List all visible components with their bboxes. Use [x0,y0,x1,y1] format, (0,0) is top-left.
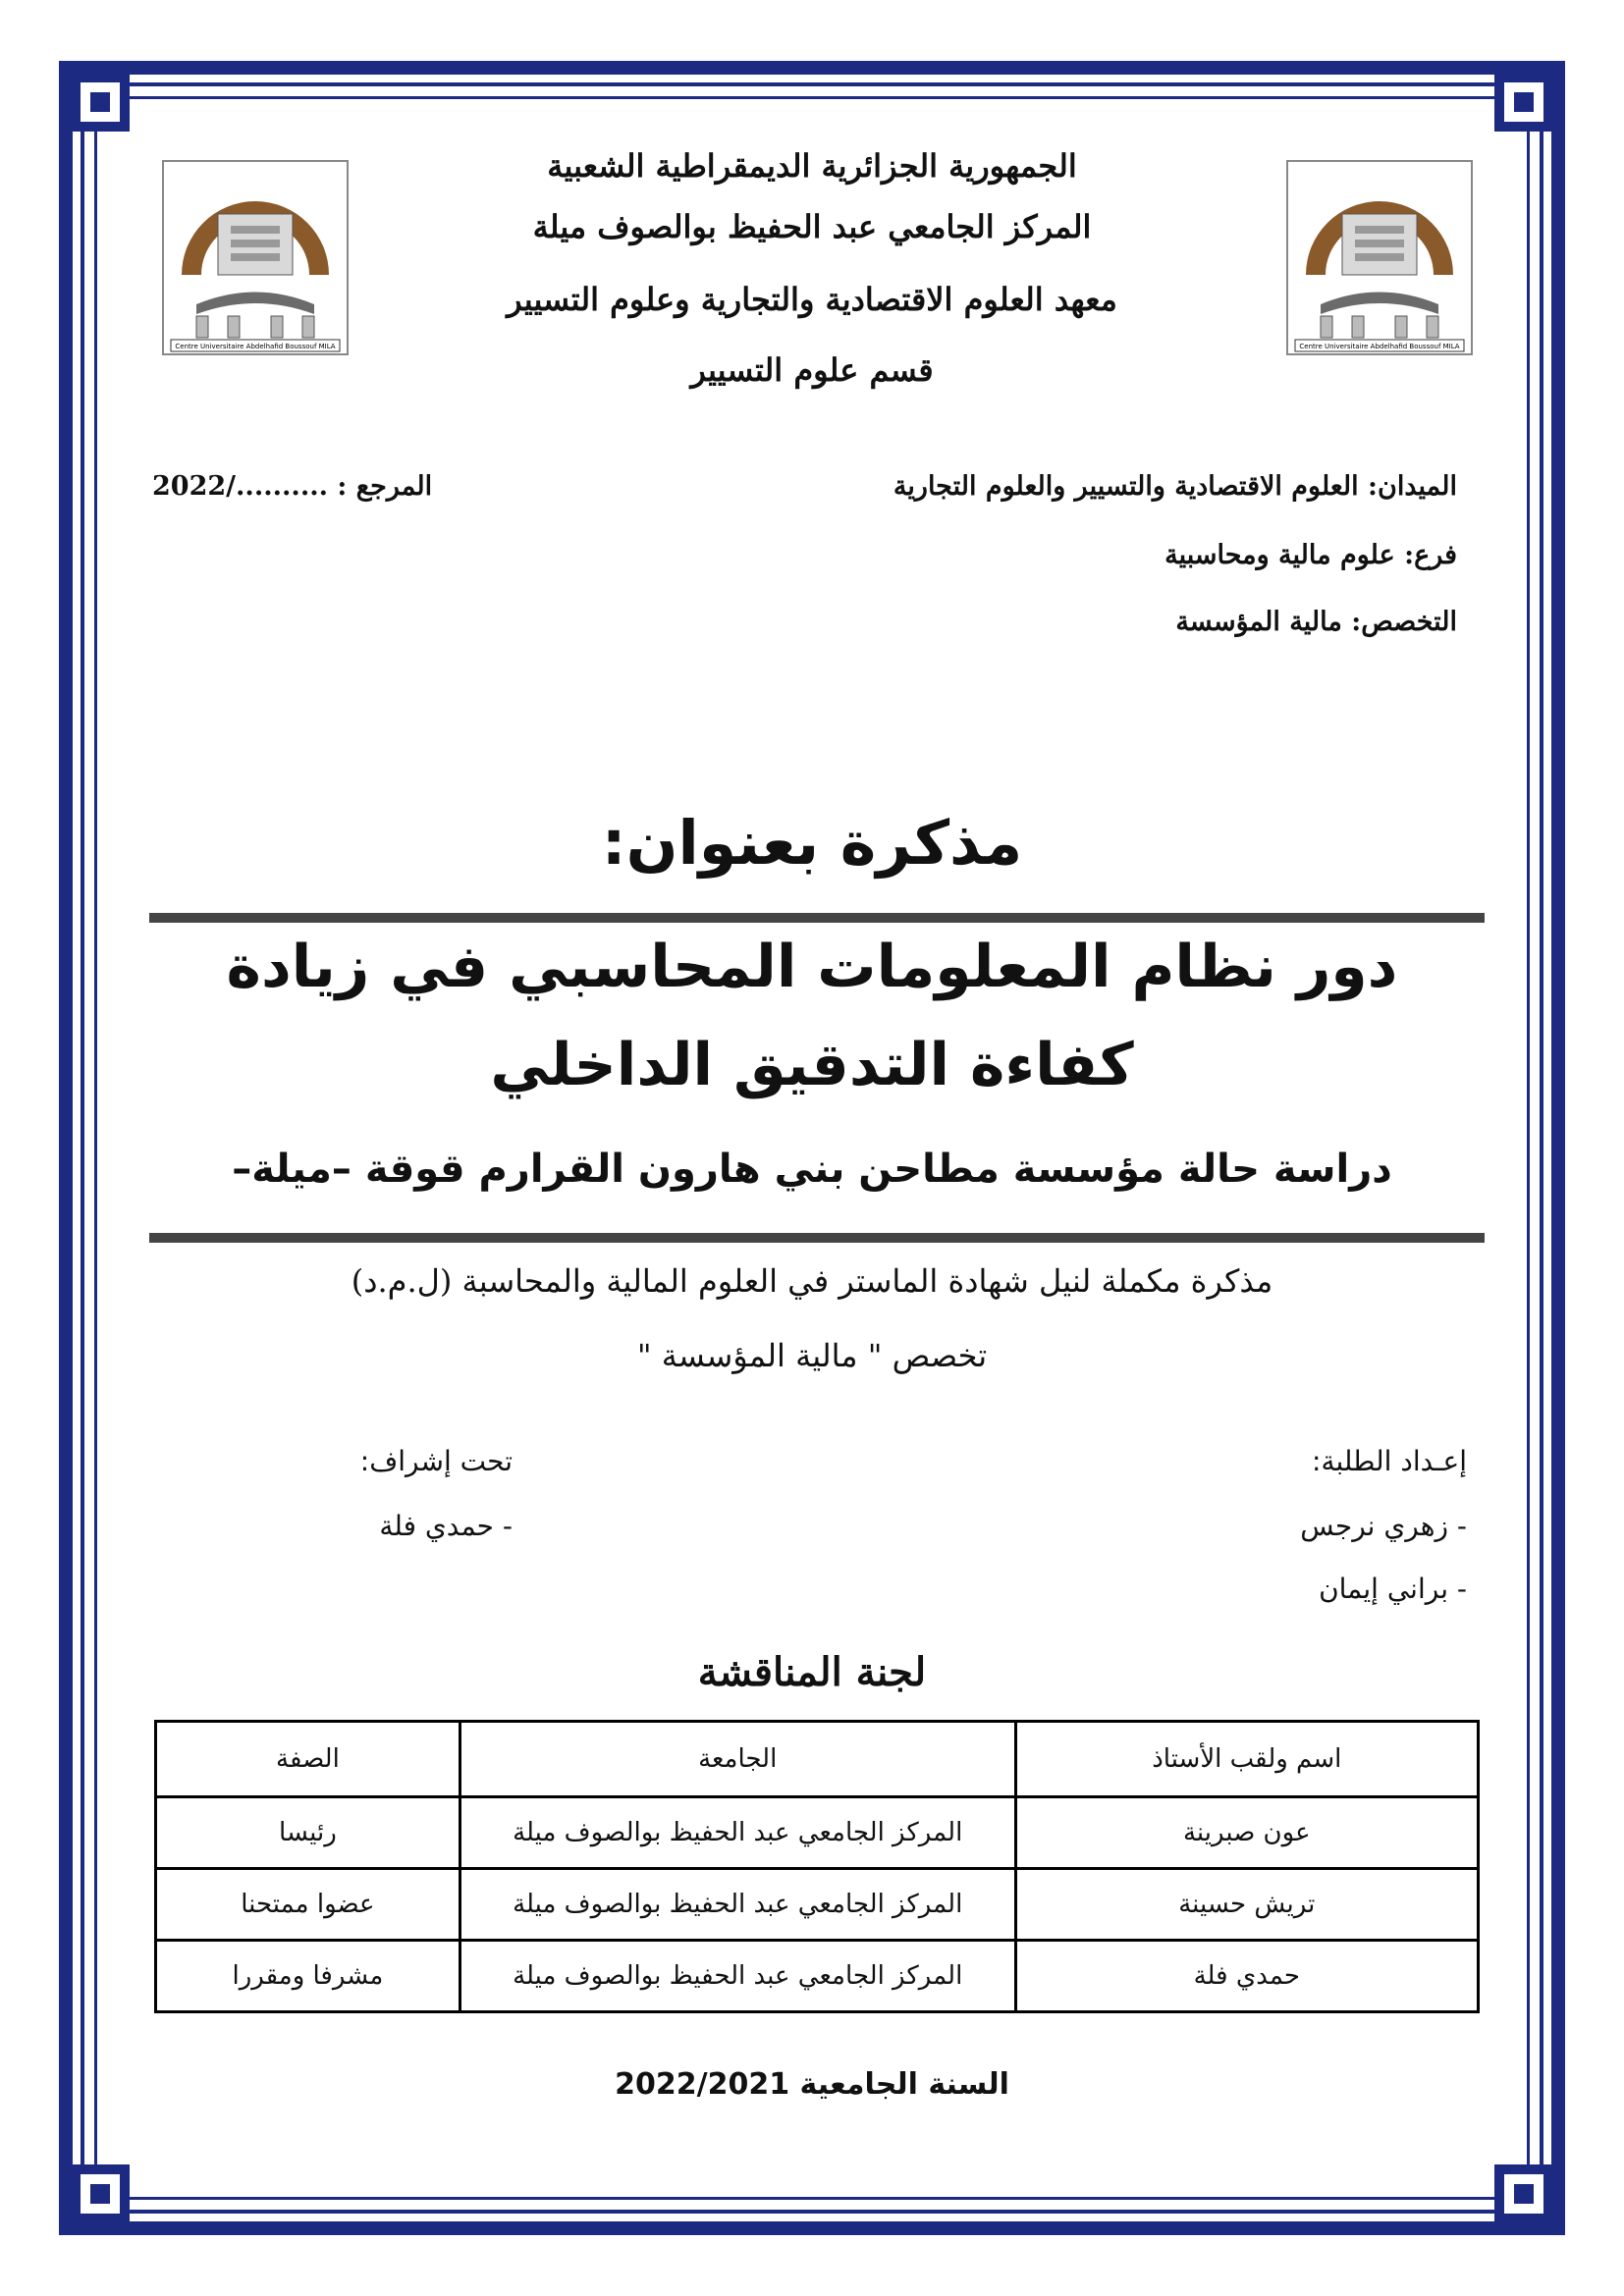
border-corner [1494,2164,1553,2223]
supervisor-label: تحت إشراف: [359,1445,513,1477]
border-corner [1494,73,1553,132]
student-name: - براني إيمان [1319,1573,1467,1605]
header-department: قسم علوم التسيير [690,351,934,389]
table-row [156,1869,1479,1941]
logo-caption: Centre Universitaire Abdelhafid Boussouf MILA [1299,343,1460,350]
supervisor-name: - حمدي فلة [379,1510,513,1542]
column-header-role: الصفة [156,1722,460,1797]
header-university: المركز الجامعي عبد الحفيظ بوالصوف ميلة [532,208,1092,245]
meta-field: الميدان: العلوم الاقتصادية والتسيير والعلوم التجارية [893,471,1457,502]
student-name: - زهري نرجس [1300,1510,1467,1542]
university-logo-left [157,157,353,358]
thesis-title-line2: كفاءة التدقيق الداخلي [490,1031,1134,1099]
table-header-row [156,1722,1479,1797]
member-name: عون صبرينة [1015,1797,1478,1869]
member-university: المركز الجامعي عبد الحفيظ بوالصوف ميلة [460,1941,1015,2012]
column-header-university: الجامعة [460,1722,1015,1797]
committee-table [154,1720,1480,2013]
case-study: دراسة حالة مؤسسة مطاحن بني هارون القرارم قوقة –ميلة– [232,1147,1392,1192]
table-row [156,1797,1479,1869]
meta-branch: فرع: علوم مالية ومحاسبية [1164,540,1457,570]
university-logo-right [1281,157,1478,358]
member-university: المركز الجامعي عبد الحفيظ بوالصوف ميلة [460,1797,1015,1869]
meta-reference: المرجع : ........../2022 [152,471,433,502]
students-label: إعـداد الطلبة: [1312,1445,1467,1477]
title-rule-top [149,913,1485,923]
table-row [156,1941,1479,2012]
border-corner [71,2164,130,2223]
member-role: رئيسا [156,1797,460,1869]
meta-specialty: التخصص: مالية المؤسسة [1175,607,1457,637]
member-role: مشرفا ومقررا [156,1941,460,2012]
committee-title: لجنة المناقشة [697,1649,927,1695]
member-name: تريش حسينة [1015,1869,1478,1941]
thesis-title-line1: دور نظام المعلومات المحاسبي في زيادة [226,933,1398,1001]
title-rule-bottom [149,1233,1485,1243]
title-label: مذكرة بعنوان: [601,807,1023,879]
header-republic: الجمهورية الجزائرية الديمقراطية الشعبية [547,147,1077,185]
degree-line2: تخصص " مالية المؤسسة " [636,1337,988,1374]
column-header-name: اسم ولقب الأستاذ [1015,1722,1478,1797]
member-role: عضوا ممتحنا [156,1869,460,1941]
logo-caption: Centre Universitaire Abdelhafid Boussouf MILA [175,343,336,350]
header-institute: معهد العلوم الاقتصادية والتجارية وعلوم التسيير [507,281,1117,318]
degree-line1: مذكرة مكملة لنيل شهادة الماستر في العلوم المالية والمحاسبة (ل.م.د) [351,1262,1273,1300]
border-corner [71,73,130,132]
academic-year: السنة الجامعية 2022/2021 [615,2067,1009,2102]
member-university: المركز الجامعي عبد الحفيظ بوالصوف ميلة [460,1869,1015,1941]
member-name: حمدي فلة [1015,1941,1478,2012]
